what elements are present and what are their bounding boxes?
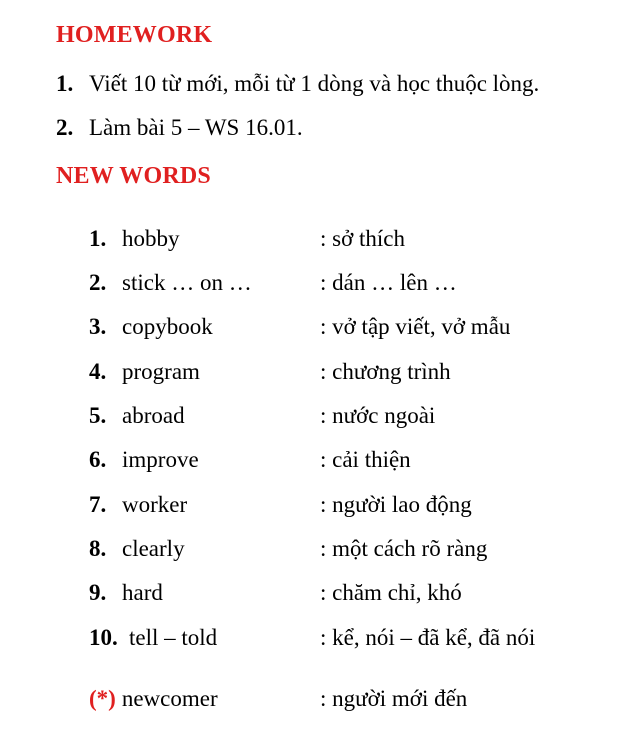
english-word: abroad	[122, 403, 185, 428]
english-word: stick … on …	[122, 270, 252, 295]
word-row	[89, 536, 629, 568]
vietnamese-meaning: : kể, nói – đã kể, đã nói	[320, 625, 536, 650]
english-word: program	[122, 359, 200, 384]
word-number: 7.	[89, 492, 107, 517]
vietnamese-meaning: : vở tập viết, vở mẫu	[320, 314, 511, 339]
word-row	[89, 314, 629, 346]
word-number: 9.	[89, 580, 107, 605]
homework-heading: HOMEWORK	[56, 22, 213, 48]
word-row	[89, 492, 629, 524]
vietnamese-meaning: : người mới đến	[320, 686, 468, 711]
english-word: newcomer	[121, 686, 218, 711]
word-number: 4.	[89, 359, 107, 384]
english-word: tell – told	[129, 625, 218, 650]
homework-item-text: Làm bài 5 – WS 16.01.	[89, 115, 303, 140]
vietnamese-meaning: : một cách rõ ràng	[320, 536, 488, 561]
word-number: 1.	[89, 226, 107, 251]
homework-item-number: 2.	[56, 115, 74, 140]
word-row	[89, 447, 629, 479]
word-row	[89, 580, 629, 612]
english-word: hard	[122, 580, 163, 605]
english-word: hobby	[122, 226, 180, 251]
vietnamese-meaning: : dán … lên …	[320, 270, 457, 295]
word-number: 3.	[89, 314, 107, 339]
word-row	[89, 625, 629, 657]
english-word: improve	[122, 447, 199, 472]
english-word: copybook	[122, 314, 213, 339]
word-row	[89, 403, 629, 435]
new-words-heading: NEW WORDS	[56, 163, 211, 189]
homework-item-number: 1.	[56, 71, 74, 96]
homework-item	[56, 71, 539, 97]
vietnamese-meaning: : chăm chỉ, khó	[320, 580, 462, 605]
word-number: 8.	[89, 536, 107, 561]
word-number: 2.	[89, 270, 107, 295]
word-row	[89, 270, 629, 302]
extra-word-row	[89, 686, 629, 718]
vietnamese-meaning: : cải thiện	[320, 447, 411, 472]
english-word: worker	[122, 492, 188, 517]
word-number: 5.	[89, 403, 107, 428]
homework-item-text: Viết 10 từ mới, mỗi từ 1 dòng và học thuộc lòng.	[89, 71, 540, 96]
word-row	[89, 226, 629, 258]
vietnamese-meaning: : sở thích	[320, 226, 405, 251]
english-word: clearly	[122, 536, 185, 561]
vietnamese-meaning: : người lao động	[320, 492, 472, 517]
vietnamese-meaning: : nước ngoài	[320, 403, 436, 428]
word-number: 10.	[89, 625, 118, 650]
word-row	[89, 359, 629, 391]
word-number: 6.	[89, 447, 107, 472]
homework-item	[56, 115, 303, 141]
extra-marker: (*)	[89, 686, 116, 711]
vietnamese-meaning: : chương trình	[320, 359, 451, 384]
